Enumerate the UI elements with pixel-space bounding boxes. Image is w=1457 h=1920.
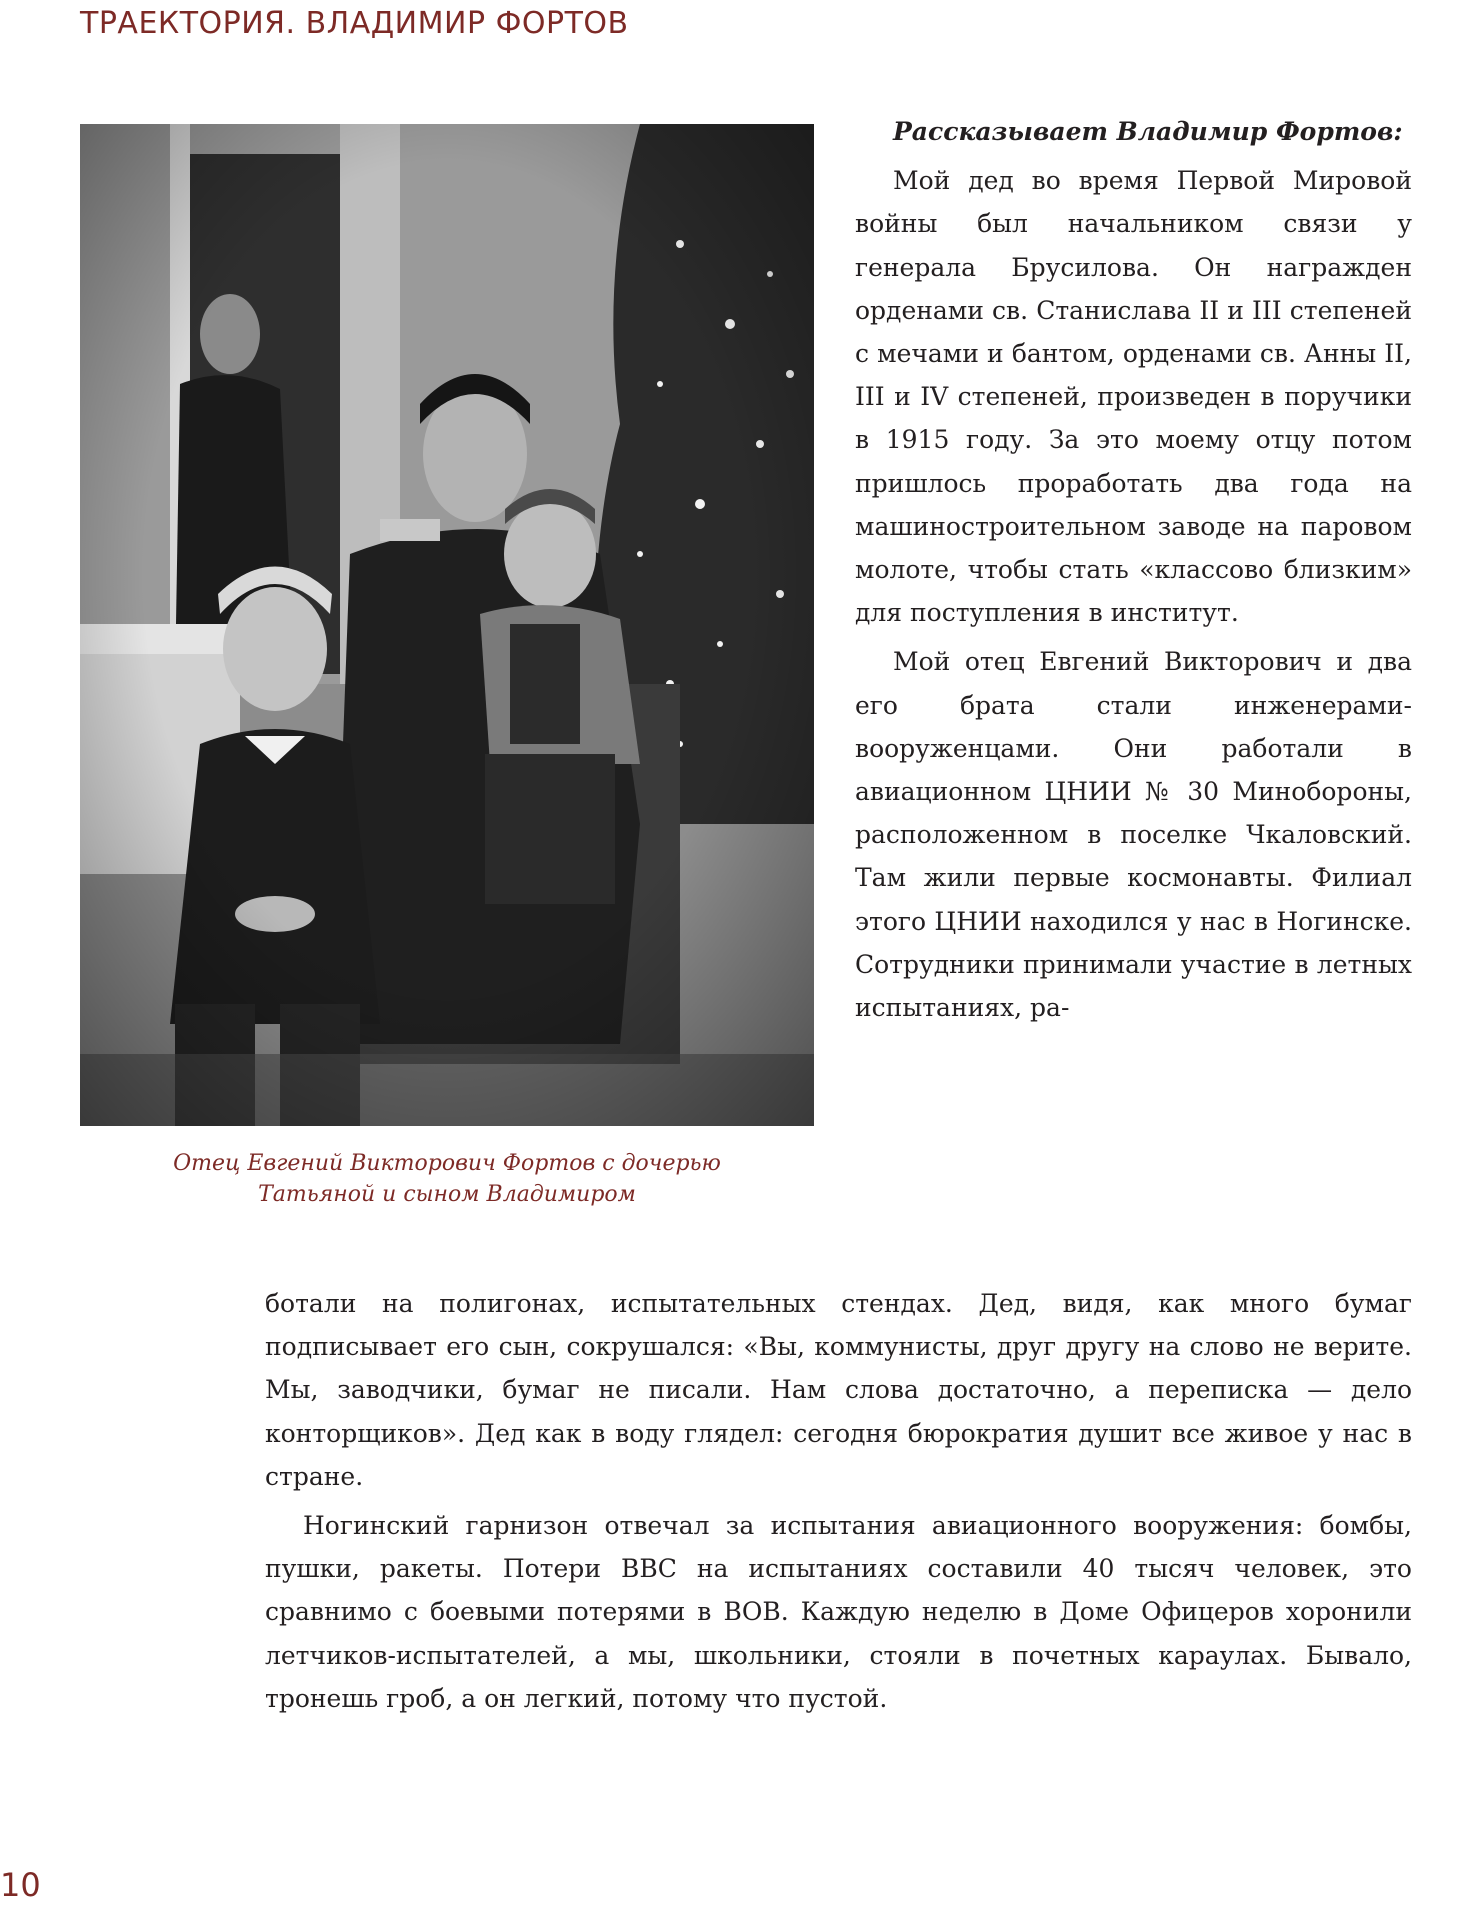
paragraph-1: Мой дед во время Первой Мировой войны был начальником связи у генерала Брусилова. Он награжден орденами св. Станислава II и III степеней с мечами и бантом, орденами св. Анны II, III и IV степеней, произведен в поручики в 1915 году. За это моему отцу потом пришлось проработать два года на машиностроительном заводе на паровом молоте, чтобы стать «классово близким» для поступления в институт. bbox=[855, 166, 1412, 628]
full-width-text bbox=[265, 1282, 1412, 1720]
page-number: 10 bbox=[0, 1866, 41, 1904]
paragraph-2-part-1: Мой отец Евгений Викторович и два его брата стали инженерами-вооруженцами. Они работали в авиационном ЦНИИ № 30 Минобороны, расположенном в поселке Чкаловский. Там жили первые космонавты. Филиал этого ЦНИИ находился у нас в Ногинске. Сотрудники принимали участие в летных испытаниях, ра- bbox=[855, 647, 1412, 1023]
caption-line-1: Отец Евгений Викторович Фортов с дочерью bbox=[173, 1151, 721, 1176]
intro-line: Рассказывает Владимир Фортов: bbox=[893, 117, 1403, 146]
paragraph-2-part-2: ботали на полигонах, испытательных стендах. Дед, видя, как много бумаг подписывает его сын, сокрушался: «Вы, коммунисты, друг другу на слово не верите. Мы, заводчики, бумаг не писали. Нам слова достаточно, а переписка — дело конторщиков». Дед как в воду глядел: сегодня бюрократия душит все живое у нас в стране. bbox=[265, 1289, 1412, 1491]
family-photo bbox=[80, 124, 814, 1126]
photo-caption bbox=[80, 1148, 814, 1210]
caption-line-2: Татьяной и сыном Владимиром bbox=[258, 1182, 636, 1207]
running-title: ТРАЕКТОРИЯ. ВЛАДИМИР ФОРТОВ bbox=[80, 6, 629, 41]
right-column-text bbox=[855, 110, 1412, 1029]
paragraph-3: Ногинский гарнизон отвечал за испытания авиационного вооружения: бомбы, пушки, ракеты. Потери ВВС на испытаниях составили 40 тысяч человек, это сравнимо с боевыми потерями в ВОВ. Каждую неделю в Доме Офицеров хоронили летчиков-испытателей, а мы, школьники, стояли в почетных караулах. Бывало, тронешь гроб, а он легкий, потому что пустой. bbox=[265, 1511, 1412, 1713]
